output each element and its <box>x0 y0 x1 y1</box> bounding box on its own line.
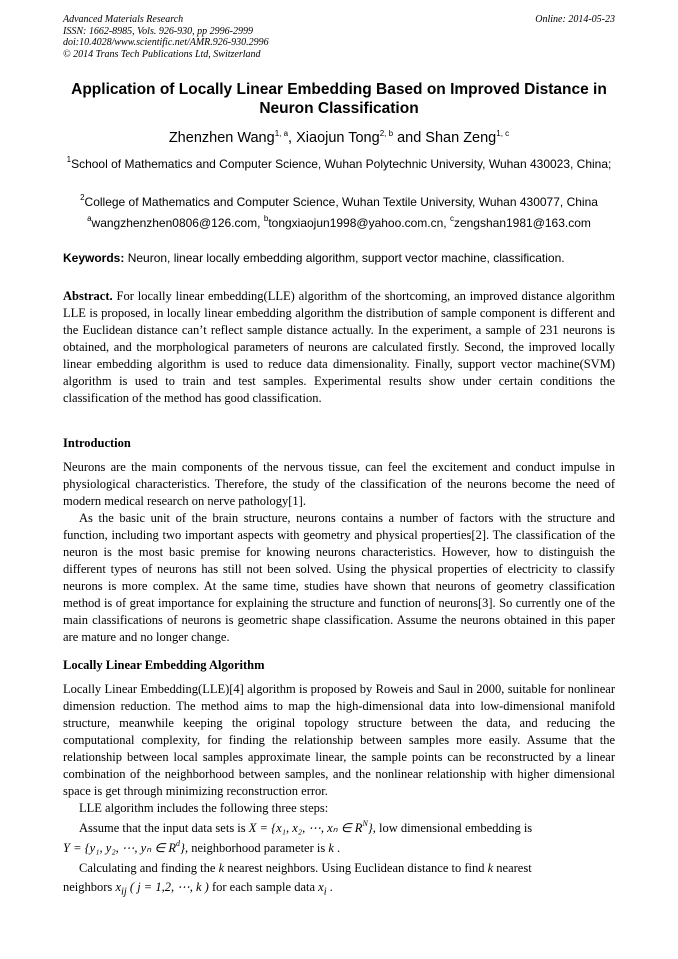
lle-body <box>63 681 615 901</box>
paragraph: As the basic unit of the brain structure, neurons contains a number of factors with the structure and function, including two important aspects with geometry and physical properties[2]. The classification of the neuron is the most basic premise for knowing neurons characteristics. However, how to distinguish the different types of neurons has still not been solved. Using the physical properties of electricity to classify neurons is more complex. At the same time, studies have shown that neurons of geometry classification method is of great importance for explaining the structure and function of neurons[3]. So currently one of the main classifications of neurons is geometric shape classification. Assume the neurons obtained in this paper are mature and no longer change. <box>63 511 615 644</box>
keywords-label: Keywords: <box>63 251 125 265</box>
equation-input-set: X = {x₁, x₂, ⋯, xₙ ∈ R <box>248 821 363 835</box>
paper-title: Application of Locally Linear Embedding Based on Improved Distance in Neuron Classification <box>71 81 607 117</box>
paragraph: LLE algorithm includes the following three steps: <box>79 801 329 815</box>
affiliation-1: $^1$School of Mathematics and Computer Science, Wuhan Polytechnic University, Wuhan 430023, China; <box>66 155 612 171</box>
keywords-text: Neuron, linear locally embedding algorithm, support vector machine, classification. <box>124 251 565 265</box>
journal-name: Advanced Materials Research <box>63 14 184 25</box>
equation-embedding-set: Y = {y₁, y₂, ⋯, yₙ ∈ R <box>63 841 176 855</box>
author-affil-mark: 1, c <box>496 129 510 138</box>
author-name: Xiaojun Tong <box>296 130 380 146</box>
author-emails: $^a$wangzhenzhen0806@126.com, $^b$tongxiaojun1998@yahoo.com.cn, $^c$zengshan1981@163.com <box>87 214 591 230</box>
section-heading-lle: Locally Linear Embedding Algorithm <box>63 658 265 672</box>
paragraph: Y = {y₁, y₂, ⋯, yₙ ∈ $R^d$}, neighborhood parameter is k . <box>63 839 341 855</box>
abstract <box>63 288 615 407</box>
author-separator: and <box>393 130 426 146</box>
author-name: Shan Zeng <box>425 130 497 146</box>
paragraph: Calculating and finding the k nearest neighbors. Using Euclidean distance to find k nearest <box>79 861 532 875</box>
journal-issn: ISSN: 1662-8985, Vols. 926-930, pp 2996-2999 <box>63 25 253 37</box>
paragraph: neighbors $x_{ij}$ ( j = 1,2, ⋯, k ) for each sample data $x_i$ . <box>63 880 333 898</box>
journal-copyright: © 2014 Trans Tech Publications Ltd, Switzerland <box>63 48 261 60</box>
email-link[interactable]: wangzhenzhen0806@126.com, <box>91 216 264 230</box>
abstract-text: For locally linear embedding(LLE) algorithm of the shortcoming, an improved distance algorithm LLE is proposed, in locally linear embedding algorithm the distribution of sample component is different and the Euclidean distance can’t reflect sample distance actually. In the experiment, a sample of 231 neurons is obtained, and the morphological parameters of neurons are calculated firstly. Second, the improved locally linear embedding algorithm is used to reduce data dimensionality. Finally, support vector machine(SVM) algorithm is used to train and test samples. Experimental results show under certain conditions the classification of the method has good classification. <box>63 289 615 405</box>
online-date: Online: 2014-05-23 <box>535 14 615 25</box>
affiliation-2: $^2$College of Mathematics and Computer Science, Wuhan Textile University, Wuhan 430077, China <box>80 193 598 209</box>
author-separator: , <box>288 130 297 146</box>
abstract-label: Abstract. <box>63 289 113 303</box>
paragraph: Locally Linear Embedding(LLE)[4] algorithm is proposed by Roweis and Saul in 2000, suitable for nonlinear dimension reduction. The method aims to map the high-dimensional data into low-dimensional manifold structure, meanwhile keeping the original topology structure between the data, and reducing the computational complexity, for finding the relationship between samples more easily. Assume that the relationship between local samples approximate linear, the sample points can be reconstructed by a linear combination of the neighborhood between samples, and the nonlinear relationship with higher dimensional space is get through minimizing reconstruction error. <box>63 682 615 798</box>
journal-doi: doi:10.4028/www.scientific.net/AMR.926-930.2996 <box>63 37 269 48</box>
email-link[interactable]: tongxiaojun1998@yahoo.com.cn, <box>268 216 450 230</box>
author-name: Zhenzhen Wang <box>168 130 275 146</box>
email-link[interactable]: zengshan1981@163.com <box>453 216 591 230</box>
keywords <box>63 251 615 265</box>
author-affil-mark: 1, a <box>274 129 289 138</box>
author-list <box>40 130 638 146</box>
author-affil-mark: 2, b <box>379 129 394 138</box>
journal-header <box>63 14 615 60</box>
paragraph: Neurons are the main components of the nervous tissue, can feel the excitement and conduct impulse in physiological characteristics. Therefore, the study of the classification of the neurons become the need of modern medical research on nerve pathology[1]. <box>63 460 615 508</box>
equation-neighbors: x <box>115 880 121 894</box>
introduction-body <box>63 459 615 646</box>
section-heading-introduction: Introduction <box>63 436 131 450</box>
paragraph: Assume that the input data sets is X = {x₁, x₂, ⋯, xₙ ∈ $R^N$}, low dimensional embedding is <box>79 819 533 835</box>
